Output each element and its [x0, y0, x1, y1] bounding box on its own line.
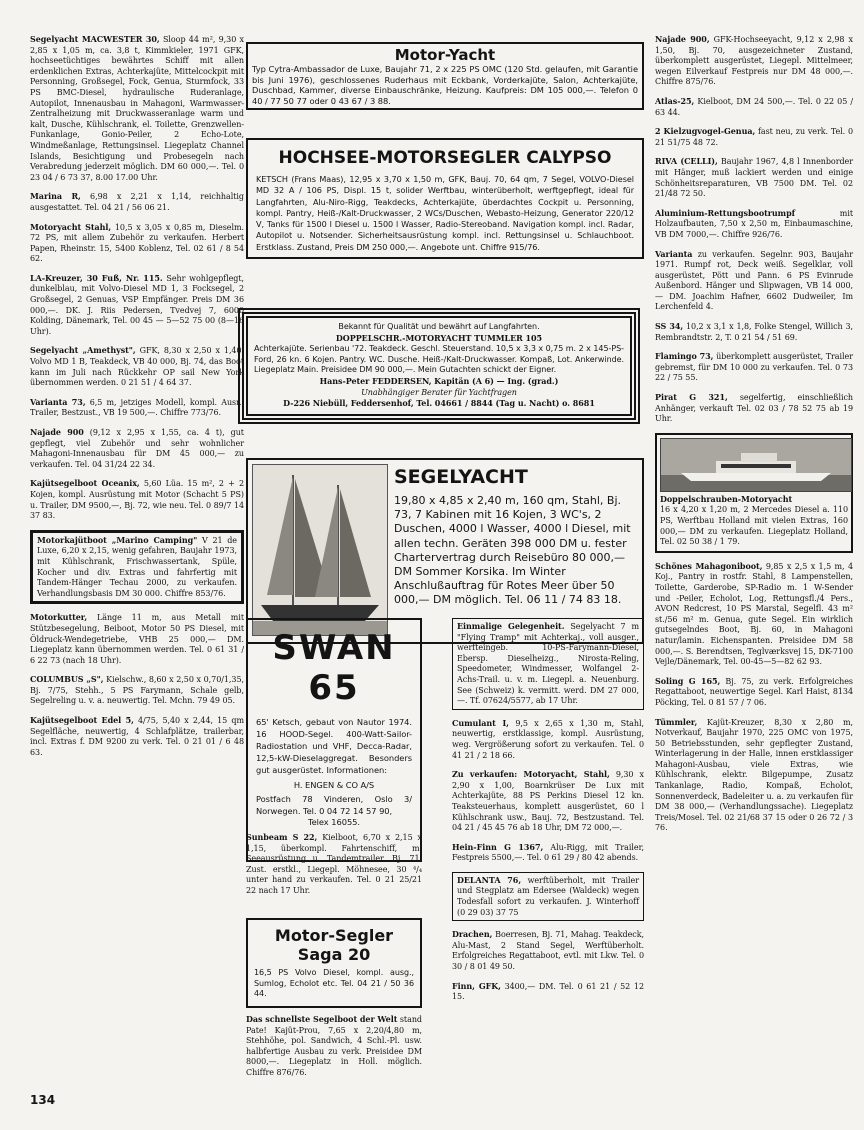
classified-ad: LA-Kreuzer, 30 Fuß, Nr. 115. Sehr wohlgepflegt, dunkelblau, mit Volvo-Diesel MD 1, 3 Focksegel, 2 Großsegel, 2 Genuas, VSP Empfänger. Preis DM 36 000,—. DK. J. Riis Pedersen, Tvedvej 7, 6000 Kolding, Dänemark, Tel. 00 45 — 5—52 75 00 (8—16 Uhr). [30, 272, 244, 336]
ad-intro: Bekannt für Qualität und bewährt auf Langfahrten. [338, 322, 540, 331]
contact-address: Postfach 78 Vinderen, Oslo 3/ Norwegen. Tel. 0 04 72 14 57 90, [256, 793, 412, 816]
swan-65-ad [246, 618, 422, 862]
boxed-ad: DELANTA 76, werftüberholt, mit Trailer und Stegplatz am Edersee (Waldeck) wegen Todesfall sofort zu verkaufen. J. Winterhoff (0 29 03) 37 75 [452, 872, 644, 921]
ad-title: Doppelschrauben-Motoryacht [660, 493, 793, 504]
boxed-ad: Einmalige Gelegenheit. Segelyacht 7 m "Flying Tramp" mit Achterkaj., voll ausger., werfteingeb. 10-PS-Farymann-Diesel, Ebersp. Dieselheizg., Nirosta-Reling, Speedometer, Windmesser, Wolfangel 2-Achs-Trail. u. v. m. Liegepl. a. Neuenburg. See (Schweiz) k. vermitt. werd. DM 27 000,—. Tf. 07624/5577, ab 17 Uhr. [452, 618, 644, 710]
classified-ad: Tümmler, Kajüt-Kreuzer, 8,30 x 2,80 m, Notverkauf, Baujahr 1970, 225 OMC von 1975, 50 Betriebsstunden, sehr gepflegter Zustand, Winterlagerung in der Halle, innen erstklassiger Mahagoni-Ausbau, viele Extras, wie Kühlschrank, elektr. Bilgepumpe, Zusatz Tankanlage, Radio, Kompaß, Echolot, Sonnenverdeck, Badeleiter u. a. zu verkaufen für DM 38 000,— (Verhandlungssache). Liegeplatz Treis/Mosel. Tel. 02 21/68 37 15 oder 0 26 72 / 3 76. [655, 716, 853, 833]
classified-ad: SS 34, 10,2 x 3,1 x 1,8, Folke Stengel, Willich 3, Rembrandtstr. 2, T. 0 21 54 / 51 69. [655, 321, 853, 342]
segelyacht-ad [246, 458, 644, 644]
contact-telex: Telex 16055. [307, 816, 360, 827]
motorsegler-ad [246, 918, 422, 1008]
classified-ad: Cumulant I, 9,5 x 2,65 x 1,30 m, Stahl, neuwertig, erstklassige, kompl. Ausrüstung, weg. Vergrößerung sofort zu verkaufen. Tel. 0 41 21 / 2 18 66. [452, 717, 644, 760]
advisor-role: Unabhängiger Berater für Yachtfragen [361, 387, 517, 397]
classified-ad: Drachen, Boerresen, Bj. 71, Mahag. Teakdeck, Alu-Mast, 2 Stand Segel, Werftüberholt. Erfolgreiches Regattaboot, evtl. mit Lkw. Tel. 0 30 / 8 01 49 50. [452, 929, 644, 972]
ad-text: Achterkajüte. Serienbau '72. Teakdeck. Geschl. Steuerstand. 10,5 x 3,3 x 0,75 m. 2 x 145-PS-Ford, 26 kn. 6 Kojen. Pantry. WC. Dusche. Heiß-/Kalt-Druckwasser. Kompaß, Lot. Ankerwinde. Liegeplatz Main. Preisidee DM 90 000,—. Mein Gutachten schickt der Eigner. [254, 344, 624, 375]
ad-title: Motor-Segler [274, 926, 394, 945]
classified-ad: Das schnellste Segelboot der Welt stand Pate! Kajüt-Prou, 7,65 x 2,20/4,80 m, Stehhöhe, pol. Sandwich, 4 Schl.-Pl. usw. halbfertige Ausbau zu verk. Preisidee DM 8000,—. Liegeplatz in Holl. möglich. Chiffre 876/76. [246, 1014, 422, 1077]
classified-ad: Najade 900, GFK-Hochseeyacht, 9,12 x 2,98 x 1,50, Bj. 70, ausgezeichneter Zustand, überkomplett ausgerüstet, Liegepl. Mittelmeer, wegen Eilverkauf Festpreis nur DM 48 000,—. Chiffre 875/76. [655, 34, 854, 87]
ad-text: 16 x 4,20 x 1,20 m, 2 Mercedes Diesel a. 110 PS, Werftbau Holland mit vielen Extras, 160 000,— DM zu verkaufen. Liegeplatz Holland, Tel. 02 50 38 / 1 79. [660, 505, 848, 547]
ad-text: Typ Cytra-Ambassador de Luxe, Baujahr 71, 2 x 225 PS OMC (120 Std. gelaufen, mit Garantie bis Juni 1976), geschlossenes Ruderhaus mit Eckbank, Vorderkajüte, Salon, Achterkajüte, Duschbad, Kammer, diverse Einbauschränke, Heizung. Kaufpreis: DM 105 000,—. Telefon 0 40 / 77 50 77 oder 0 43 67 / 3 88. [252, 64, 638, 106]
classified-ad: Segelyacht MACWESTER 30, Sloop 44 m², 9,30 x 2,85 x 1,05 m, ca. 3,8 t, Kimmkieler, 1971 GFK, hochseetüchtiges bewährtes Schiff mit allen erdenklichen Extras, Achterkajüte, Mittelcockpit mit Personning, Großsegel, Fock, Genua, Sturmfock, 33 PS BMC-Diesel, hydraulische Ruderanlage, Autopilot, Innenausbau in Mahagoni, Warmwasser-Zentralheizung mit Druckwasseranlage warm und kalt, Dusche, Kühlschrank, el. Toilette, Grenzwellen-Funkanlage, Gonio-Peiler, 2 Echo-Lote, Windmeßanlage, Rettungsinsel. Liegeplatz Channel Islands, Besichtigung und Probesegeln nach Verabredung jederzeit möglich. DM 60 000,—. Tel. 0 23 04 / 6 73 37, 8.00 17.00 Uhr. [30, 34, 244, 182]
classified-ad: Motorkutter, Länge 11 m, aus Metall mit Stützbesegelung, Beiboot, Motor 50 PS Diesel, mit Öldruck-Wendegetriebe, VHB 25 000,— DM. Liegeplatz kann übernommen werden. Tel. 0 61 31 / 6 22 73 (nach 18 Uhr). [30, 612, 244, 665]
tummler-ad [238, 308, 640, 424]
classified-ad: Schönes Mahagoniboot, 9,85 x 2,5 x 1,5 m, 4 Koj., Pantry in rostfr. Stahl, 8 Lampenstellen, Toilette, Garderobe, SP-Radio m. 1 W-Sender und -Peiler, Echolot, Log, Rettungsfl./4 Pers., AVON Redcrest, 10 PS Marstal, Segelfl. 43 m² st./56 m² m. Genua, gute Segel. Ein wirklich gutsegelndes Boot, Bj. 60, in Mahagoni natur/lamin. Eichenspanten. Preisidee DM 58 000,—. S. Berendtsen, Teglværksvej 15, DK-7100 Vejle/Dänemark, Tel. 00-45—5—82 62 93. [655, 560, 853, 667]
ad-text: 16,5 PS Volvo Diesel, kompl. ausg., Sumlog, Echolot etc. Tel. 04 21 / 50 36 44. [254, 968, 414, 999]
classified-ad: Finn, GFK, 3400,— DM. Tel. 0 61 21 / 52 12 15. [452, 980, 644, 1002]
classified-ad: 2 Kielzugvogel-Genua, fast neu, zu verk. Tel. 0 21 51/75 48 72. [655, 126, 853, 147]
classified-ad: Marina R, 6,98 x 2,21 x 1,14, reichhaltig ausgestattet. Tel. 04 21 / 56 06 21. [30, 191, 244, 212]
classified-ad: Soling G 165, Bj. 75, zu verk. Erfolgreiches Regattaboot, neuwertige Segel. Karl Haist, 8134 Pöcking, Tel. 0 81 57 / 7 06. [655, 675, 853, 707]
ad-title: Motor-Yacht [394, 46, 496, 64]
ad-text: KETSCH (Frans Maas), 12,95 x 3,70 x 1,50 m, GFK, Bauj. 70, 64 qm, 7 Segel, VOLVO-Diesel MD 32 A / 106 PS, Displ. 15 t, solider Werftbau, winterüberholt, werftgepflegt, ideal für Langfahrten, Alu-Niro-Rigg, Teakdecks, Achterkajüte, überdachtes Cockpit u. Personning, kompl. Pantry, Heiß-/Kalt-Druckwasser, 2 WCs/Duschen, Webasto-Heizung, Generator 220/12 V, Tanks für 1500 l Diesel u. 1500 l Wasser, Radio-Stereoband. Navigation kompl. incl. Radar, Autopilot u. Notsender. Sicherheitsausrüstung kompl. incl. Rettungsinsel u. Schlauchboot. Erstklass. Zustand, Preis DM 250 000,—. Angebote unt. Chiffre 915/76. [256, 174, 634, 252]
classified-ad: Atlas-25, Kielboot, DM 24 500,—. Tel. 0 22 05 / 63 44. [655, 95, 853, 117]
classified-ad: Varianta zu verkaufen. Segelnr. 903, Baujahr 1971. Rumpf rot, Deck weiß. Segelklar, voll ausgerüstet, Pött und Pann. 6 PS Evinrude Außenbord. Hänger und Slipwagen, VB 14 000,— DM. Joachim Hafner, 6602 Dudweiler, Im Lerchenfeld 4. [655, 248, 853, 312]
ad-title: DOPPELSCHR.-MOTORYACHT TUMMLER 105 [335, 332, 543, 343]
ad-text: 65' Ketsch, gebaut von Nautor 1974. 16 HOOD-Segel. 400-Watt-Sailor-Radiostation und VHF, Decca-Radar, 12,5-kW-Dieselaggregat. Besonders gut ausgerüstet. Informationen: [256, 717, 412, 775]
classified-ad: Motoryacht Stahl, 10,5 x 3,05 x 0,85 m, Dieselm. 72 PS, mit allem Zubehör zu verkaufen. Herbert Papen, Rheinstr. 15, 5400 Koblenz, Tel. 02 61 / 8 54 62. [30, 221, 244, 264]
classified-ad: Flamingo 73, überkomplett ausgerüstet, Trailer gebremst, für DM 10 000 zu verkaufen. Tel. 0 73 22 / 75 55. [655, 351, 853, 383]
left-small-ads-2 [246, 1014, 422, 1087]
left-small-ads [246, 832, 422, 905]
classified-ad: Pirat G 321, segelfertig, einschließlich Anhänger, verkauft Tel. 02 03 / 78 52 75 ab 19 Uhr. [655, 392, 853, 424]
ad-title: SWAN 65 [272, 628, 396, 708]
classified-ad: COLUMBUS „S", Kielschw., 8,60 x 2,50 x 0,70/1,35, Bj. 7/75, Stehh., 5 PS Farymann, Schale gelb, Segelreling u. v. a. neuwertig. Tel. Mchn. 79 49 05. [30, 674, 244, 706]
classified-ad: RIVA (CELLI), Baujahr 1967, 4,8 l Innenborder mit Hänger, muß lackiert werden und einige Schönheitsreparaturen, VB 7500 DM. Tel. 02 21/48 72 50. [655, 156, 853, 199]
classified-ad: Kajütsegelboot Edel 5, 4/75, 5,40 x 2,44, 15 qm Segelfläche, neuwertig, 4 Schlafplätze, trailerbar, incl. Extras f. DM 9200 zu verk. Tel. 0 21 01 / 6 48 63. [30, 715, 245, 757]
classified-ad: Kajütsegelboot Oceanix, 5,60 Lüa. 15 m², 2 + 2 Kojen, kompl. Ausrüstung mit Motor (Schacht 5 PS) u. Trailer, DM 9500,—, Bj. 72, wie neu. Tel. 0 89/7 14 37 83. [30, 478, 244, 521]
classified-ad: Zu verkaufen: Motoryacht, Stahl, 9,30 x 2,90 x 1,00, Boarnkrüser De Lux mit Achterkajüte, 88 PS Perkins Diesel 12 kn. Teaksteuerhaus, komplett ausgerüstet, 60 l Kühlschrank usw., Bauj. 72, Bestzustand. Tel. 04 21 / 45 45 76 ab 18 Uhr, DM 72 000,—. [452, 769, 644, 833]
classified-ad: Varianta 73, 6,5 m, jetziges Modell, kompl. Ausr., Trailer, Bestzust., VB 19 500,—. Chiffre 773/76. [30, 396, 244, 418]
motor-yacht-ad [246, 42, 644, 110]
doppelschrauben-ad [655, 433, 853, 553]
ad-title: HOCHSEE-MOTORSEGLER CALYPSO [278, 148, 612, 168]
classified-ad: Aluminium-Rettungsbootrumpf mit Holzaufbauten, 7,50 x 2,50 m, Einbaumaschine, VB DM 7000,—. Chiffre 926/76. [655, 207, 853, 239]
left-column [30, 34, 244, 766]
advisor-address: D-226 Niebüll, Feddersenhof, Tel. 04661 / 8844 (Tag u. Nacht) o. 8681 [283, 398, 595, 409]
boxed-ad: Motorkajütboot „Marino Camping" V 21 de Luxe, 6,20 x 2,15, wenig gefahren, Baujahr 1973, mit Kühlschrank, Frischwassertank, Spüle, Kocher und div. Extras und fahrfertig mit Tandem-Hänger Techau 2000, zu verkaufen. Verhandlungsbasis DM 30 000. Chiffre 853/76. [30, 530, 244, 605]
advisor-name: Hans-Peter FEDDERSEN, Kapitän (A 6) — Ing. (grad.) [319, 375, 559, 386]
classified-ad: Sunbeam S 22, Kielboot, 6,70 x 2,15 x 1,15, überkompl. Fahrtenschiff, m. Seeausrüstung u. Tandemtrailer, Bj. 71, Zust. erstkl., Liegepl. Möhnesee, 30 ⁴/₄ unter hand zu verkaufen. Tel. 0 21 25/21 22 nach 17 Uhr. [246, 832, 423, 895]
right-column [655, 34, 853, 842]
middle-column [246, 34, 644, 1094]
classified-ad: Hein-Finn G 1367, Alu-Rigg, mit Trailer, Festpreis 5500,—. Tel. 0 61 29 / 80 42 abends. [452, 841, 644, 863]
calypso-ad [246, 138, 644, 259]
sailboat-photo [252, 464, 388, 636]
ad-title: SEGELYACHT [394, 466, 528, 488]
ad-text: 19,80 x 4,85 x 2,40 m, 160 qm, Stahl, Bj. 73, 7 Kabinen mit 16 Kojen, 3 WC's, 2 Duschen, 4000 l Wasser, 4000 l Diesel, mit allen techn. Geräten 398 000 DM u. fester Chartervertrag durch Reisebüro 80 000,— DM Sommer Korsika. Im Winter Anschlußauftrag für Rotes Meer über 50 000,— DM möglich. Tel. 06 11 / 74 83 18. [394, 494, 631, 607]
contact-name: H. ENGEN & CO A/S [293, 780, 375, 790]
ad-subtitle: Saga 20 [297, 945, 371, 964]
motoryacht-photo [660, 438, 852, 492]
classified-ad: Najade 900 (9,12 x 2,95 x 1,55, ca. 4 t), gut gepflegt, viel Zubehör und sehr wohnlicher Mahagoni-Innenausbau für DM 45 000,— zu verkaufen. Tel. 04 31/24 22 34. [30, 427, 244, 469]
right-small-ads [452, 618, 644, 1011]
page-number: 134 [30, 1093, 56, 1107]
classified-ad: Segelyacht „Amethyst", GFK, 8,30 x 2,50 x 1,40, Volvo MD 1 B, Teakdeck, VB 40 000, Bj. 74, das Boot kann im Juli nach Rückkehr OP sail New York übernommen werden. 0 21 51 / 4 64 37. [30, 345, 245, 388]
